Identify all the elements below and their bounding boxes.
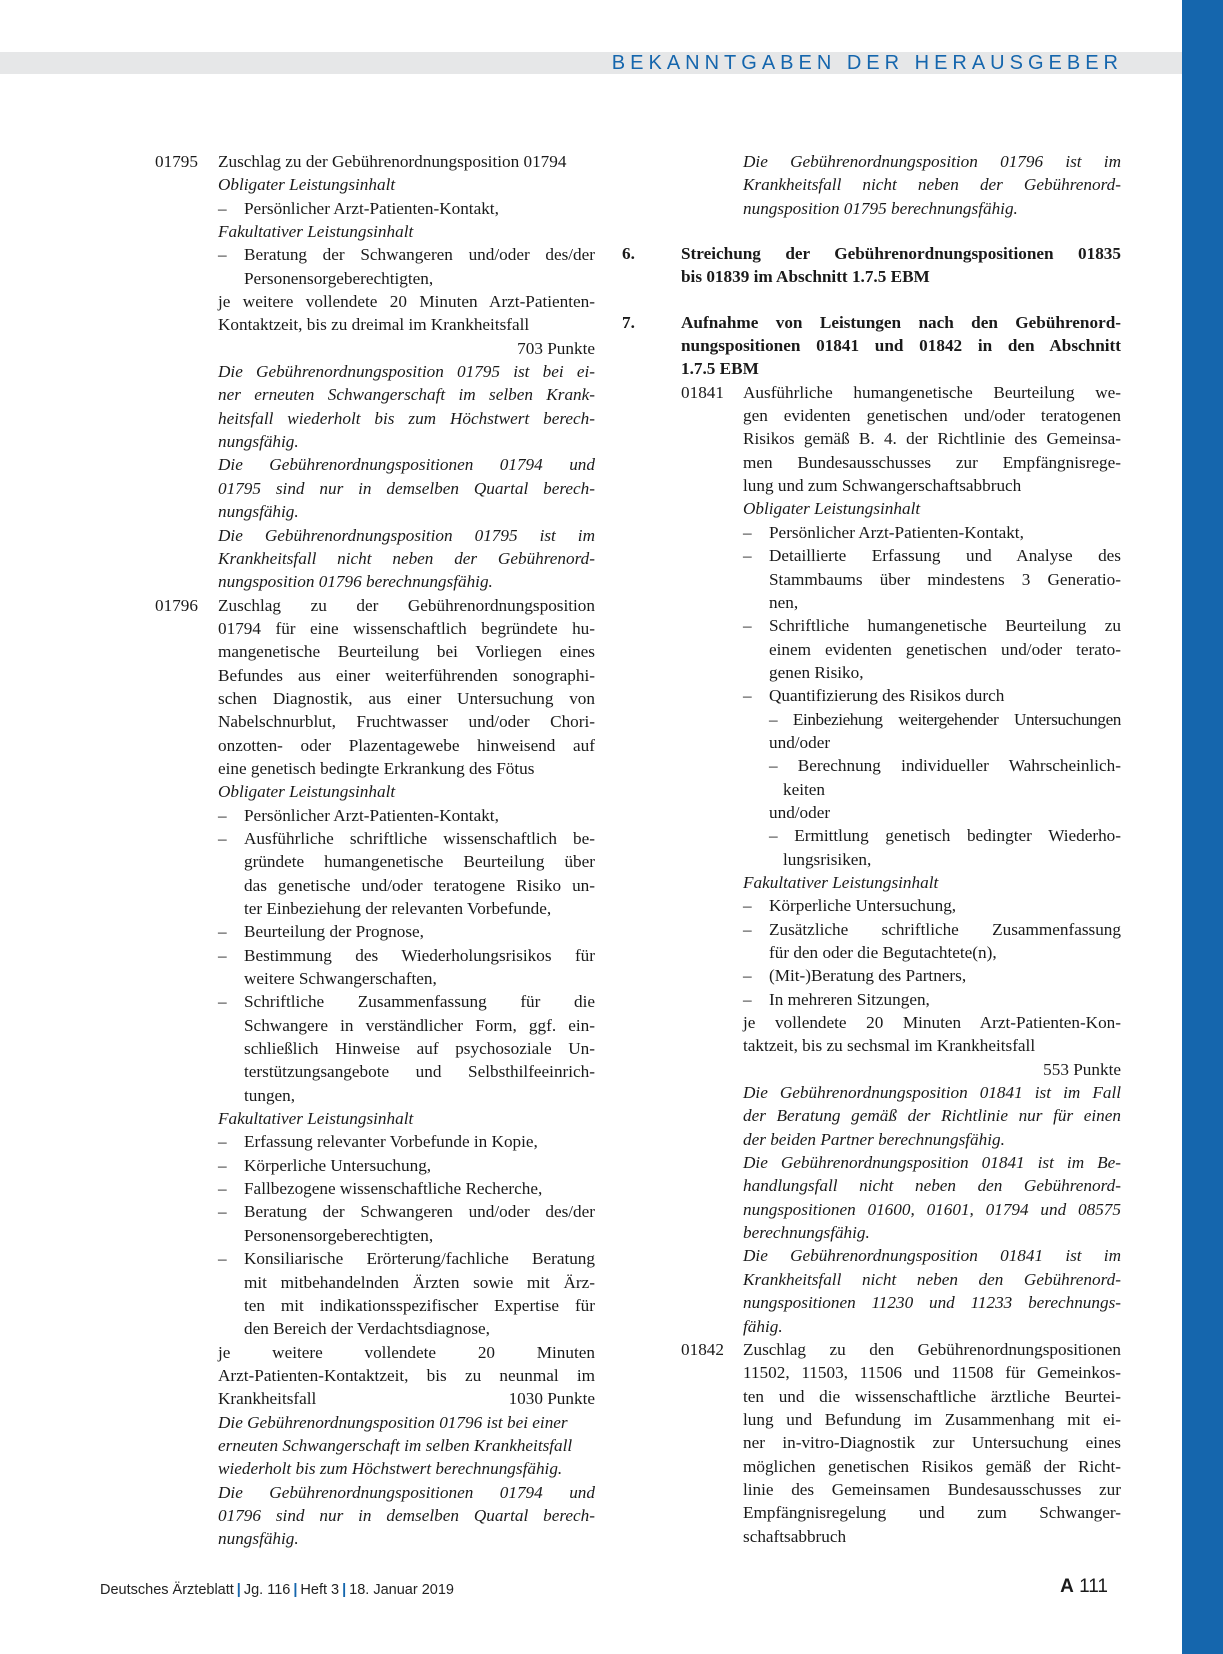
list-item: – Konsiliarische Erörterung/fachliche Beratung mit mitbehandelnden Ärzten sowie mit Ärz- ten mit indikationsspezifischer Expertise für den Bereich der Verdachtsdiagnose, bbox=[218, 1249, 595, 1339]
page-prefix: A bbox=[1060, 1576, 1074, 1597]
page-num: 111 bbox=[1079, 1576, 1108, 1597]
page-number bbox=[1060, 1576, 1108, 1598]
note: Die Gebührenordnungsposition 01841 ist im Krankheitsfall nicht neben den Gebührenord- nungspositionen 11230 und 11233 berechnungs- fähig. bbox=[743, 1246, 1121, 1336]
entry-01841 bbox=[681, 381, 1121, 1338]
issue: Heft 3 bbox=[300, 1582, 340, 1598]
entry-title: Zuschlag zu der Gebührenordnungsposition 01794 bbox=[218, 152, 567, 171]
time-rule: taktzeit, bis zu sechsmal im Krankheitsfall bbox=[743, 1036, 1036, 1056]
list-item: – Körperliche Untersuchung, bbox=[218, 1155, 432, 1175]
list-item: – In mehreren Sitzungen, bbox=[743, 989, 930, 1009]
sidebar-color-bar bbox=[1182, 0, 1223, 1654]
note: Die Gebührenordnungspositionen 01794 und 01795 sind nur in demselben Quartal berech- nungsfähig. bbox=[218, 455, 595, 522]
sub-list: – Einbeziehung weitergehender Untersuchungen und/oder – Berechnung individueller Wahrscheinlich- keiten und/oder – Ermittlung genetisch bedingter Wiederho- lungsrisiken, bbox=[769, 709, 1121, 869]
list-item: – Bestimmung des Wiederholungsrisikos für weitere Schwangerschaften, bbox=[218, 945, 595, 989]
time-rule: je weitere vollendete 20 Minuten Arzt-Patienten- bbox=[218, 292, 595, 312]
entry-title: Zuschlag zu den Gebührenordnungspositionen 11502, 11503, 11506 und 11508 für Gemeinkos- ten und die wissenschaftliche ärztliche Beurtei- lung und Befundung im Zusammenhang mit ei- ner in-vitro-Diagnostik zur Untersuchung eines möglichen genetischen Risikos gemäß der Richt- linie des Gemeinsamen Bundesausschusses zur Empfängnisregelung und zum Schwanger- schaftsabbruch bbox=[743, 1339, 1121, 1546]
note: Die Gebührenordnungsposition 01795 ist im Krankheitsfall nicht neben der Gebührenord- nungsposition 01796 berechnungsfähig. bbox=[218, 525, 595, 592]
time-rule: Kontaktzeit, bis zu dreimal im Krankheitsfall bbox=[218, 315, 530, 335]
left-column bbox=[155, 150, 595, 1551]
list-item: – Quantifizierung des Risikos durch bbox=[743, 686, 1005, 706]
list-item: – Erfassung relevanter Vorbefunde in Kopie, bbox=[218, 1132, 538, 1152]
list-item: – Körperliche Untersuchung, bbox=[743, 896, 957, 916]
separator: | bbox=[342, 1582, 347, 1598]
entry-code: 01842 bbox=[681, 1339, 724, 1359]
list-item: – (Mit-)Beratung des Partners, bbox=[743, 966, 967, 986]
obligat-label: Obligater Leistungsinhalt bbox=[218, 175, 396, 195]
list-item: – Persönlicher Arzt-Patienten-Kontakt, bbox=[743, 522, 1024, 542]
points-value: 703 Punkte bbox=[517, 338, 595, 358]
entry-01796 bbox=[155, 594, 595, 1551]
journal-name: Deutsches Ärzteblatt bbox=[100, 1582, 234, 1598]
list-item: – Beurteilung der Prognose, bbox=[218, 922, 424, 942]
entry-01842 bbox=[681, 1338, 1121, 1548]
section-header-title: BEKANNTGABEN DER HERAUSGEBER bbox=[611, 52, 1123, 74]
time-rule: je vollendete 20 Minuten Arzt-Patienten-Kon- bbox=[743, 1013, 1121, 1033]
list-item: – Persönlicher Arzt-Patienten-Kontakt, bbox=[218, 198, 499, 218]
fakultativ-label: Fakultativer Leistungsinhalt bbox=[218, 1109, 414, 1129]
entry-title: Ausführliche humangenetische Beurteilung we- gen evidenten genetischen und/oder teratogenen Risikos gemäß B. 4. der Richtlinie des Gemeinsa- men Bundesausschusses zur Empfängnisrege- lung und zum Schwangerschaftsabbruch bbox=[743, 382, 1121, 496]
entry-01795 bbox=[155, 150, 595, 594]
time-rule: Arzt-Patienten-Kontaktzeit, bis zu neunmal im bbox=[218, 1365, 595, 1385]
note: Die Gebührenordnungsposition 01796 ist im Krankheitsfall nicht neben der Gebührenord- nungsposition 01795 berechnungsfähig. bbox=[743, 152, 1121, 218]
list-item: – Zusätzliche schriftliche Zusammenfassung für den oder die Begutachtete(n), bbox=[743, 919, 1121, 962]
points-value: 553 Punkte bbox=[1043, 1059, 1121, 1079]
obligat-label: Obligater Leistungsinhalt bbox=[218, 782, 396, 802]
section-6-heading: 6. Streichung der Gebührenordnungspositionen 01835 bis 01839 im Abschnitt 1.7.5 EBM bbox=[622, 244, 1121, 287]
list-item: – Persönlicher Arzt-Patienten-Kontakt, bbox=[218, 805, 499, 825]
separator: | bbox=[293, 1582, 298, 1598]
obligat-label: Obligater Leistungsinhalt bbox=[743, 499, 921, 519]
note: Die Gebührenordnungspositionen 01794 und 01796 sind nur in demselben Quartal berech- nungsfähig. bbox=[218, 1482, 595, 1549]
points-value: 1030 Punkte bbox=[508, 1389, 595, 1409]
right-column bbox=[622, 150, 1121, 1548]
entry-code: 01795 bbox=[155, 152, 198, 171]
list-item: – Beratung der Schwangeren und/oder des/der Personensorgeberechtigten, bbox=[218, 1202, 595, 1245]
note: Die Gebührenordnungsposition 01796 ist bei einer erneuten Schwangerschaft im selben Krankheitsfall wiederholt bis zum Höchstwert berechnungsfähig. bbox=[218, 1412, 573, 1479]
note: Die Gebührenordnungsposition 01841 ist im Fall der Beratung gemäß der Richtlinie nur für einen der beiden Partner berechnungsfähig. bbox=[743, 1083, 1121, 1149]
fakultativ-label: Fakultativer Leistungsinhalt bbox=[218, 222, 414, 242]
note: Die Gebührenordnungsposition 01841 ist im Be- handlungsfall nicht neben den Gebührenord- nungspositionen 01600, 01601, 01794 und 08575 berechnungsfähig. bbox=[743, 1153, 1121, 1243]
list-item: – Beratung der Schwangeren und/oder des/der Personensorgeberechtigten, bbox=[218, 245, 595, 288]
time-rule: Krankheitsfall bbox=[218, 1389, 317, 1409]
time-rule: je weitere vollendete 20 Minuten bbox=[218, 1342, 595, 1362]
list-item: – Schriftliche humangenetische Beurteilung zu einem evidenten genetischen und/oder terato- genen Risiko, bbox=[743, 616, 1121, 682]
separator: | bbox=[236, 1582, 241, 1598]
list-item: – Detaillierte Erfassung und Analyse des Stammbaums über mindestens 3 Generatio- nen, bbox=[743, 546, 1121, 612]
list-item: – Ausführliche schriftliche wissenschaftlich be- gründete humangenetische Beurteilung über das genetische und/oder teratogene Risiko un- ter Einbeziehung der relevanten Vorbefunde, bbox=[218, 828, 595, 918]
points-row bbox=[218, 1387, 595, 1410]
entry-code: 01841 bbox=[681, 382, 724, 402]
entry-title: Zuschlag zu der Gebührenordnungsposition 01794 für eine wissenschaftlich begründete hu- mangenetische Beurteilung bei Vorliegen eines Befundes aus einer weiterführenden sonographi- schen Diagnostik, aus einer Untersuchung von Nabelschnurblut, Fruchtwasser und/oder Chori- onzotten- oder Plazentagewebe hinweisend auf eine genetisch bedingte Erkrankung des Fötus bbox=[218, 595, 595, 778]
volume: Jg. 116 bbox=[243, 1582, 291, 1598]
section-7-heading: 7. Aufnahme von Leistungen nach den Gebührenord- nungspositionen 01841 und 01842 in den Abschnitt 1.7.5 EBM bbox=[622, 312, 1121, 379]
list-item: – Schriftliche Zusammenfassung für die Schwangere in verständlicher Form, ggf. ein- schließlich Hinweise auf psychosoziale Un- terstützungsangebote und Selbsthilfeeinrich- tungen, bbox=[218, 992, 595, 1105]
footer-citation bbox=[100, 1582, 454, 1598]
note: Die Gebührenordnungsposition 01795 ist bei ei- ner erneuten Schwangerschaft im selben Krank- heitsfall wiederholt bis zum Höchstwert berech- nungsfähig. bbox=[218, 362, 595, 452]
issue-date: 18. Januar 2019 bbox=[349, 1582, 454, 1598]
entry-code: 01796 bbox=[155, 595, 198, 615]
list-item: – Fallbezogene wissenschaftliche Recherche, bbox=[218, 1179, 543, 1199]
fakultativ-label: Fakultativer Leistungsinhalt bbox=[743, 872, 939, 892]
